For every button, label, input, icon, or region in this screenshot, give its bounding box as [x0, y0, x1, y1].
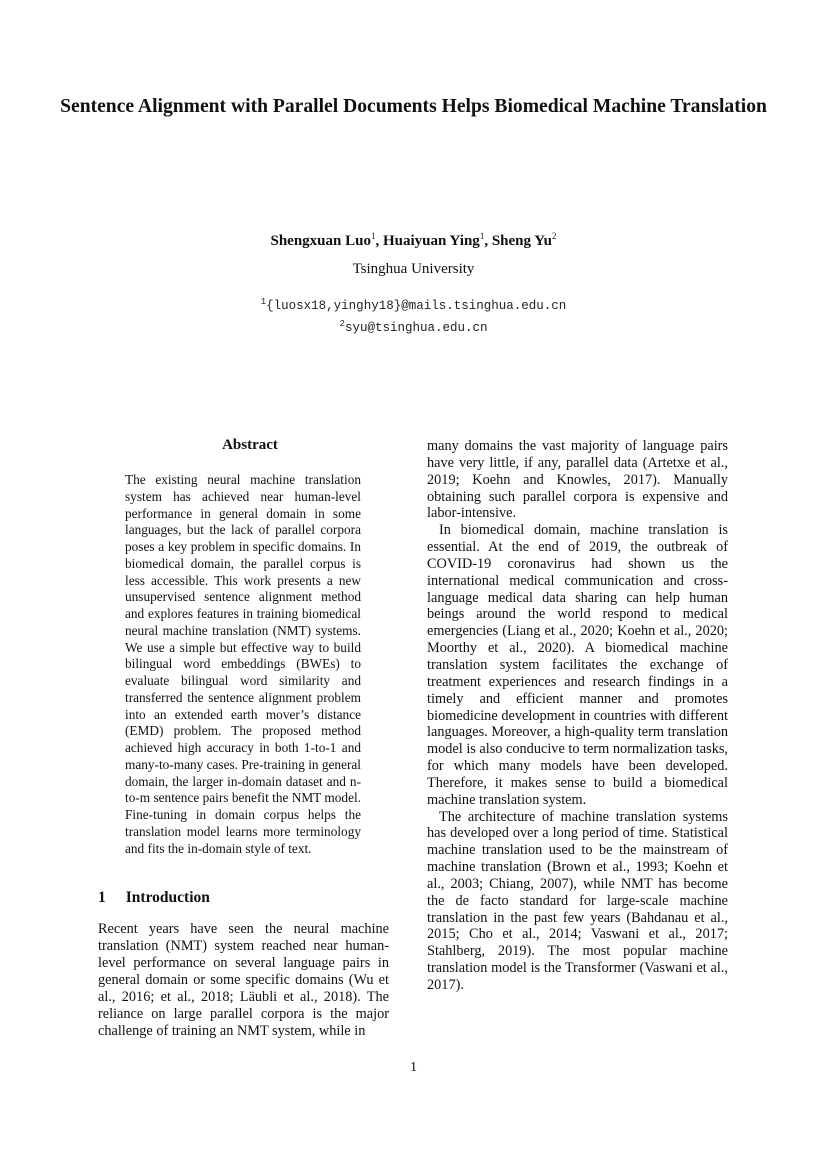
author-name: Shengxuan Luo	[270, 233, 371, 249]
abstract-text: The existing neural machine translation system has achieved near human-level performance in general domain in some languages, but the lack of parallel corpora poses a key problem in specific domains. In biomedical domain, the parallel corpus is less accessible. This work presents a new unsupervised sentence alignment method and explores features in training biomedical neural machine translation (NMT) systems. We use a simple but effective way to build bilingual word embeddings (BWEs) to evaluate bilingual word similarity and transferred the sentence alignment problem into an extended earth mover’s distance (EMD) problem. The proposed method achieved high accuracy in both 1-to-1 and many-to-many cases. Pre-training in general domain, the larger in-domain dataset and n-to-m sentence pairs benefit the NMT model. Fine-tuning in domain corpus helps the translation model learns more terminology and fits the in-domain style of text.	[125, 472, 361, 856]
affiliation-mark: 2	[339, 319, 345, 329]
affiliation-mark: 1	[370, 231, 376, 241]
paragraph: many domains the vast majority of language pairs have very little, if any, parallel data (Artetxe et al., 2019; Koehn and Knowles, 2017). Manually obtaining such parallel corpora is expensive and labor-intensive.	[427, 438, 728, 522]
section-heading	[98, 889, 230, 907]
email: {luosx18,yinghy18}@mails.tsinghua.edu.cn	[266, 299, 567, 314]
author-name: Huaiyuan Ying	[382, 233, 480, 249]
author-list: Shengxuan Luo$^1$, Huaiyuan Ying$^1$, Sheng Yu$^2$	[270, 231, 557, 249]
paragraph: In biomedical domain, machine translation is essential. At the end of 2019, the outbreak of COVID-19 coronavirus had shown us the international medical communication and cross-language medical data sharing can help human beings around the world respond to medical emergencies (Liang et al., 2020; Koehn et al., 2020; Moorthy et al., 2020). A biomedical machine translation system facilitates the exchange of treatment experiences and research findings in a timely and efficient manner and promotes biomedicine development in countries with different languages. Moreover, a high-quality term translation model is also conducive to term normalization tasks, for which many models have been developed. Therefore, it makes sense to build a biomedical machine translation system.	[427, 522, 728, 808]
affiliation-mark: 1	[260, 297, 267, 307]
intro-paragraph: Recent years have seen the neural machine translation (NMT) system reached near human-level performance on several language pairs in general domain or some specific domains (Wu et al., 2016; et al., 2018; Läubli et al., 2018). The reliance on large parallel corpora is the major challenge of training an NMT system, while in	[98, 921, 389, 1039]
email-line	[0, 297, 827, 313]
abstract-heading: Abstract	[222, 437, 278, 453]
section-number: 1	[98, 889, 106, 906]
email-line	[0, 319, 827, 335]
author-name: Sheng Yu	[491, 233, 552, 249]
right-column	[427, 438, 728, 994]
affiliation-mark: 2	[552, 231, 557, 241]
affiliation: Tsinghua University	[352, 261, 475, 277]
section-title: Introduction	[125, 889, 210, 906]
email: syu@tsinghua.edu.cn	[344, 321, 488, 336]
page-number: 1	[410, 1060, 417, 1075]
affiliation-mark: 1	[479, 231, 485, 241]
paragraph: The architecture of machine translation systems has developed over a long period of time. Statistical machine translation used to be the mainstream of machine translation (Brown et al., 1993; Koehn et al., 2003; Chiang, 2007), while NMT has become the de facto standard for large-scale machine translation in the past few years (Bahdanau et al., 2015; Cho et al., 2014; Vaswani et al., 2017; Stahlberg, 2019). The most popular machine translation model is the Transformer (Vaswani et al., 2017).	[427, 808, 728, 993]
paper-title: Sentence Alignment with Parallel Documents Helps Biomedical Machine Translation	[60, 96, 767, 117]
